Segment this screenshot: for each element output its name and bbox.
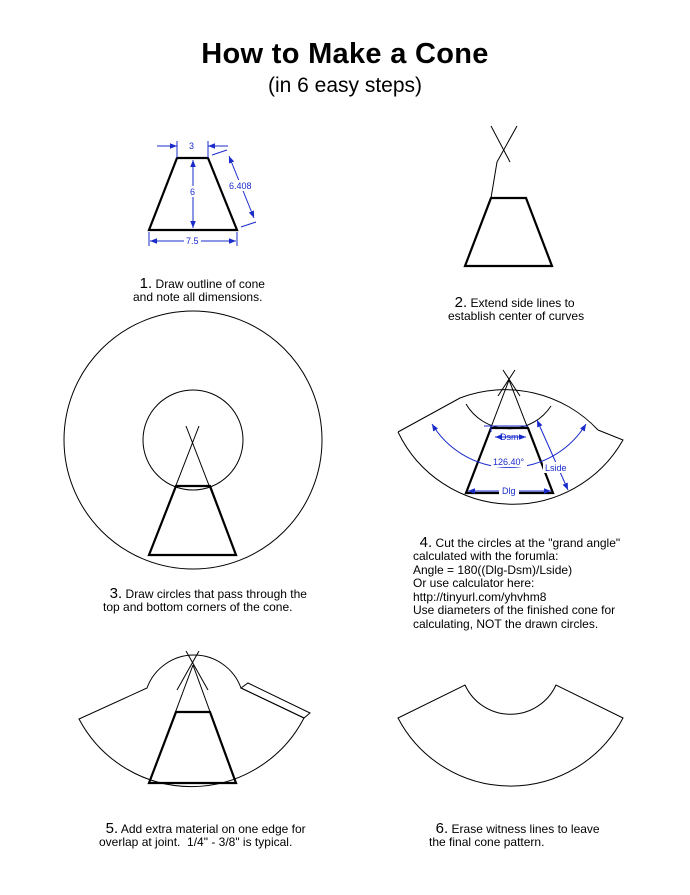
step3-line2: top and bottom corners of the cone. xyxy=(103,600,293,614)
step3-caption xyxy=(103,573,307,615)
step4-number: 4. xyxy=(419,533,433,551)
step3-inner-circle xyxy=(143,390,243,490)
step4-line6: Use diameters of the finished cone for xyxy=(413,603,616,617)
step5-pattern xyxy=(79,655,304,787)
step2-line2: establish center of curves xyxy=(448,309,585,323)
step5-line1: Add extra material on one edge for xyxy=(118,821,306,836)
step4-line4: Or use calculator here: xyxy=(413,576,535,590)
dim-top-label: 3 xyxy=(189,141,195,151)
step3-line1: Draw circles that pass through the xyxy=(122,586,307,601)
step3-outer-circle xyxy=(64,311,322,569)
step1-number: 1. xyxy=(139,274,153,292)
step2-number: 2. xyxy=(454,293,468,311)
step3-trapezoid xyxy=(149,486,236,555)
step6-number: 6. xyxy=(435,819,449,837)
step2-trapezoid xyxy=(465,198,552,266)
step6-line2: the final cone pattern. xyxy=(429,835,545,849)
step4-line7: calculating, NOT the drawn circles. xyxy=(413,616,599,631)
step1-line1: Draw outline of cone xyxy=(152,276,265,291)
dim-dsm-label: Dsm xyxy=(500,432,519,442)
step4-line3: Angle = 180((Dlg-Dsm)/Lside) xyxy=(413,562,573,577)
dim-lside-label: Lside xyxy=(545,463,567,473)
step2-line1: Extend side lines to xyxy=(467,295,575,310)
step5-overlap-strip xyxy=(241,683,310,718)
page-subtitle: (in 6 easy steps) xyxy=(267,74,423,97)
dim-angle-label: 126.40° xyxy=(493,457,525,467)
step1-figure xyxy=(149,141,256,246)
step4-figure xyxy=(398,370,623,504)
step6-figure xyxy=(398,685,623,786)
page-title: How to Make a Cone xyxy=(201,38,489,70)
step4-caption xyxy=(413,522,620,631)
step6-line1: Erase witness lines to leave xyxy=(448,821,600,836)
step5-number: 5. xyxy=(105,819,119,837)
dim-slant-label: 6.408 xyxy=(229,181,252,191)
step5-figure xyxy=(79,651,310,787)
step4-line2: calculated with the forumla: xyxy=(413,549,559,563)
step3-number: 3. xyxy=(109,584,123,602)
step1-line2: and note all dimensions. xyxy=(133,290,263,304)
step1-caption xyxy=(133,263,265,305)
dim-height-label: 6 xyxy=(190,187,196,197)
step2-caption xyxy=(448,282,584,324)
dim-dlg-label: Dlg xyxy=(502,486,516,496)
step5-line2: overlap at joint. 1/4" - 3/8" is typical. xyxy=(99,835,293,849)
step5-caption xyxy=(99,808,306,850)
step5-trapezoid xyxy=(149,712,236,783)
step3-figure xyxy=(64,311,322,569)
step2-figure xyxy=(465,126,552,266)
step6-pattern xyxy=(398,685,623,786)
step6-caption xyxy=(429,808,600,850)
step4-link[interactable]: http://tinyurl.com/yhvhm8 xyxy=(413,589,547,604)
step4-line1: Cut the circles at the "grand angle" xyxy=(432,535,621,550)
dim-bottom-label: 7.5 xyxy=(186,236,199,246)
